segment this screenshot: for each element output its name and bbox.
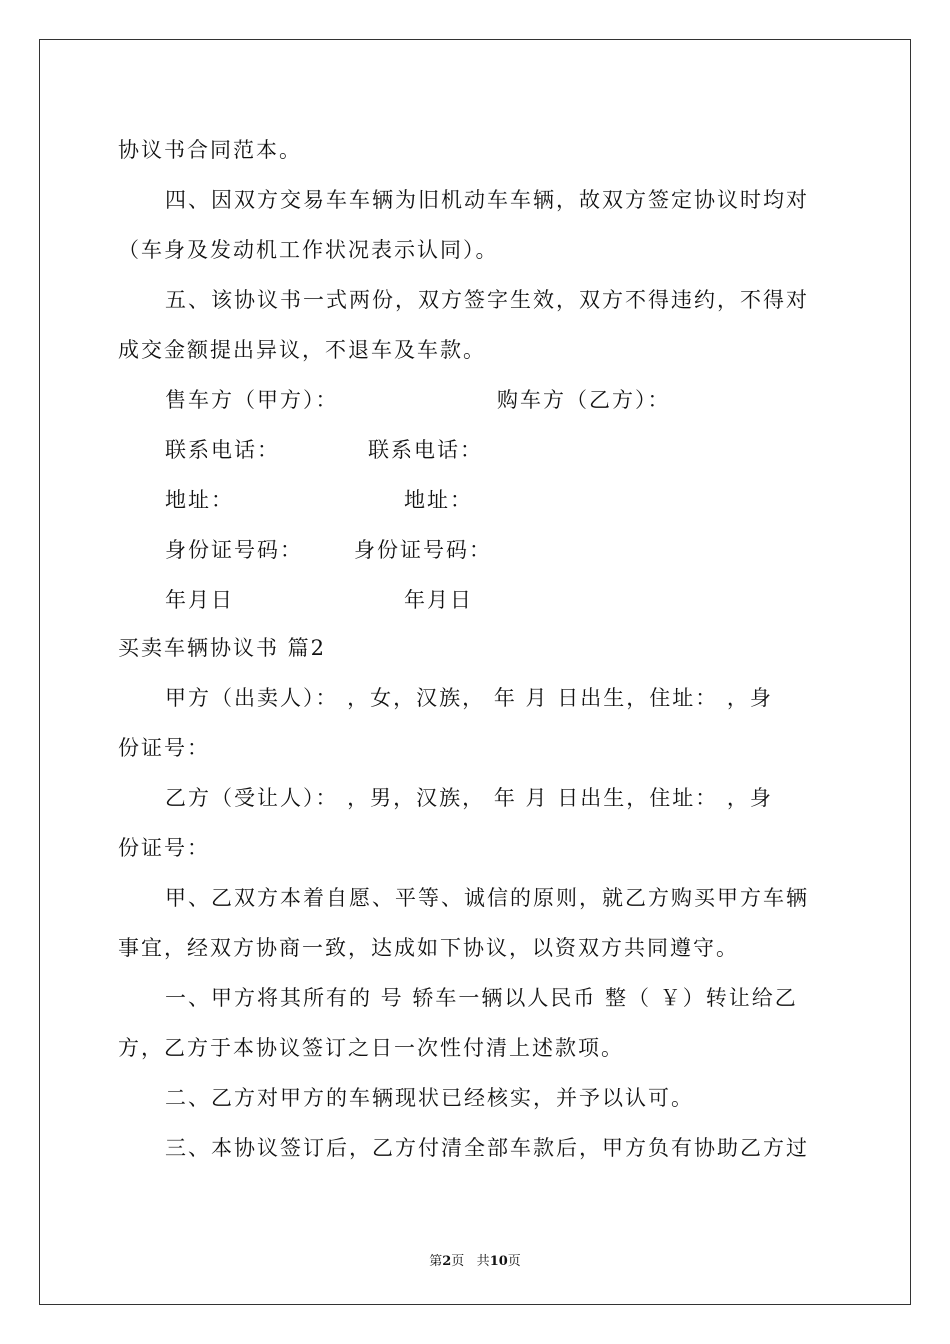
text-line: 二、乙方对甲方的车辆现状已经核实，并予以认可。: [165, 1086, 694, 1110]
footer-total-prefix: 共: [476, 1254, 490, 1269]
seller-id-label: 身份证号码：: [165, 538, 303, 562]
text-line: 协议书合同范本。: [118, 138, 302, 162]
seller-address-label: 地址：: [165, 488, 234, 512]
seller-phone-label: 联系电话：: [165, 438, 280, 462]
page-border: [39, 39, 911, 1305]
text-line: 四、因双方交易车车辆为旧机动车车辆，故双方签定协议时均对: [165, 188, 809, 212]
footer-page-prefix: 第: [429, 1254, 443, 1269]
text-line: 方，乙方于本协议签订之日一次性付清上述款项。: [118, 1036, 624, 1060]
footer-total-suffix: 页: [507, 1254, 521, 1269]
footer-page-suffix: 页: [451, 1254, 465, 1269]
buyer-label: 购车方（乙方）：: [497, 388, 671, 412]
buyer-phone-label: 联系电话：: [368, 438, 483, 462]
seller-date-label: 年月日: [165, 588, 234, 612]
buyer-id-label: 身份证号码：: [354, 538, 492, 562]
text-line: （车身及发动机工作状况表示认同）。: [118, 238, 499, 262]
section-heading: 买卖车辆协议书 篇2: [118, 636, 327, 660]
text-line: 一、甲方将其所有的 号 轿车一辆以人民币 整（ ￥）转让给乙: [165, 986, 798, 1010]
text-line: 份证号：: [118, 736, 210, 760]
buyer-address-label: 地址：: [404, 488, 473, 512]
text-line: 甲、乙双方本着自愿、平等、诚信的原则，就乙方购买甲方车辆: [165, 886, 809, 910]
text-line: 乙方（受让人）： ，男，汉族， 年 月 日出生，住址： ，身: [165, 786, 773, 810]
footer-page-number: 2: [442, 1254, 452, 1269]
buyer-date-label: 年月日: [404, 588, 473, 612]
text-line: 事宜，经双方协商一致，达成如下协议，以资双方共同遵守。: [118, 936, 739, 960]
text-line: 甲方（出卖人）： ，女，汉族， 年 月 日出生，住址： ，身: [165, 686, 773, 710]
footer-total-number: 10: [489, 1254, 508, 1269]
text-line: 成交金额提出异议，不退车及车款。: [118, 338, 486, 362]
text-line: 三、本协议签订后，乙方付清全部车款后，甲方负有协助乙方过: [165, 1136, 809, 1160]
text-line: 五、该协议书一式两份，双方签字生效，双方不得违约，不得对: [165, 288, 809, 312]
seller-label: 售车方（甲方）：: [165, 388, 339, 412]
text-line: 份证号：: [118, 836, 210, 860]
page-footer: [0, 1250, 950, 1269]
